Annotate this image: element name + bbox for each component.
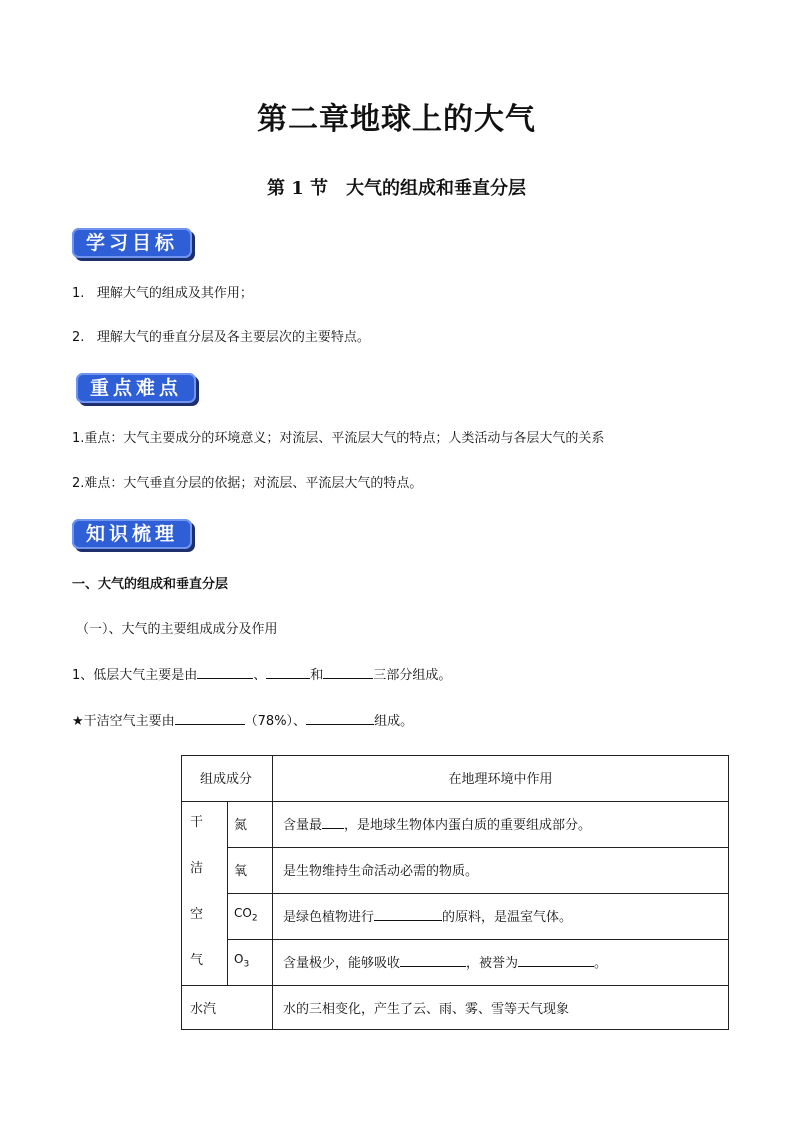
- table-header-row: [182, 756, 729, 802]
- goal-number: 1.: [72, 286, 85, 301]
- knowledge-heading: 一、大气的组成和垂直分层: [72, 577, 229, 592]
- goal-item-1: [72, 285, 253, 303]
- badge-key-points: 重点难点: [76, 373, 196, 403]
- answer-blank[interactable]: [374, 908, 442, 921]
- header-component: 组成成分: [182, 756, 273, 802]
- table-row: [182, 802, 729, 848]
- answer-blank[interactable]: [322, 816, 344, 829]
- answer-blank[interactable]: [266, 666, 310, 679]
- key-point-2: 2.难点：大气垂直分层的依据；对流层、平流层大气的特点。: [72, 476, 423, 491]
- answer-blank[interactable]: [306, 712, 374, 725]
- dry-air-label: [182, 802, 228, 986]
- table-row: [182, 848, 729, 894]
- question-text: ★干洁空气主要由: [72, 714, 175, 729]
- goal-text: 理解大气的组成及其作用；: [96, 286, 253, 301]
- component-oxygen: 氧: [228, 848, 273, 894]
- question-text: 和: [310, 668, 324, 683]
- table-row: [182, 940, 729, 986]
- table-row: [182, 894, 729, 940]
- dry-air-char: 洁: [190, 861, 204, 876]
- answer-blank[interactable]: [175, 712, 245, 725]
- badge-knowledge: 知识梳理: [72, 519, 192, 549]
- answer-blank[interactable]: [518, 954, 594, 967]
- answer-blank[interactable]: [197, 666, 253, 679]
- component-co2: $CO_2$: [228, 894, 273, 940]
- knowledge-subheading: （一）、大气的主要组成成分及作用: [76, 622, 278, 637]
- goal-number: 2.: [72, 330, 85, 345]
- role-water-vapor: 水的三相变化，产生了云、雨、雾、雪等天气现象: [273, 986, 729, 1030]
- role-nitrogen: 含量最 ，是地球生物体内蛋白质的重要组成部分。: [273, 802, 729, 848]
- question-2: [72, 712, 413, 731]
- role-o3: 含量极少，能够吸收 ，被誉为 。: [273, 940, 729, 986]
- component-water-vapor: 水汽: [182, 986, 273, 1030]
- question-text: 、: [253, 668, 267, 683]
- question-1: [72, 666, 451, 685]
- header-role: 在地理环境中作用: [273, 756, 729, 802]
- chapter-title: 第二章地球上的大气: [257, 102, 536, 137]
- question-text: （78%）、: [244, 714, 307, 729]
- goal-item-2: [72, 329, 370, 347]
- answer-blank[interactable]: [323, 666, 373, 679]
- key-point-1: 1.重点：大气主要成分的环境意义；对流层、平流层大气的特点；人类活动与各层大气的关系: [72, 431, 605, 446]
- component-o3: $O_3$: [228, 940, 273, 986]
- dry-air-char: 干: [190, 815, 204, 830]
- goal-text: 理解大气的垂直分层及各主要层次的主要特点。: [96, 330, 370, 345]
- atmosphere-components-table: [181, 755, 729, 1030]
- question-text: 组成。: [374, 714, 414, 729]
- question-text: 1、低层大气主要是由: [72, 668, 198, 683]
- dry-air-char: 气: [190, 953, 204, 968]
- component-nitrogen: 氮: [228, 802, 273, 848]
- table-row: [182, 986, 729, 1030]
- answer-blank[interactable]: [400, 954, 466, 967]
- section-title: 第 1 节 大气的组成和垂直分层: [266, 178, 527, 199]
- badge-learning-goals: 学习目标: [72, 228, 192, 258]
- dry-air-char: 空: [190, 907, 204, 922]
- role-oxygen: 是生物维持生命活动必需的物质。: [273, 848, 729, 894]
- question-text: 三部分组成。: [373, 668, 452, 683]
- role-co2: 是绿色植物进行 的原料，是温室气体。: [273, 894, 729, 940]
